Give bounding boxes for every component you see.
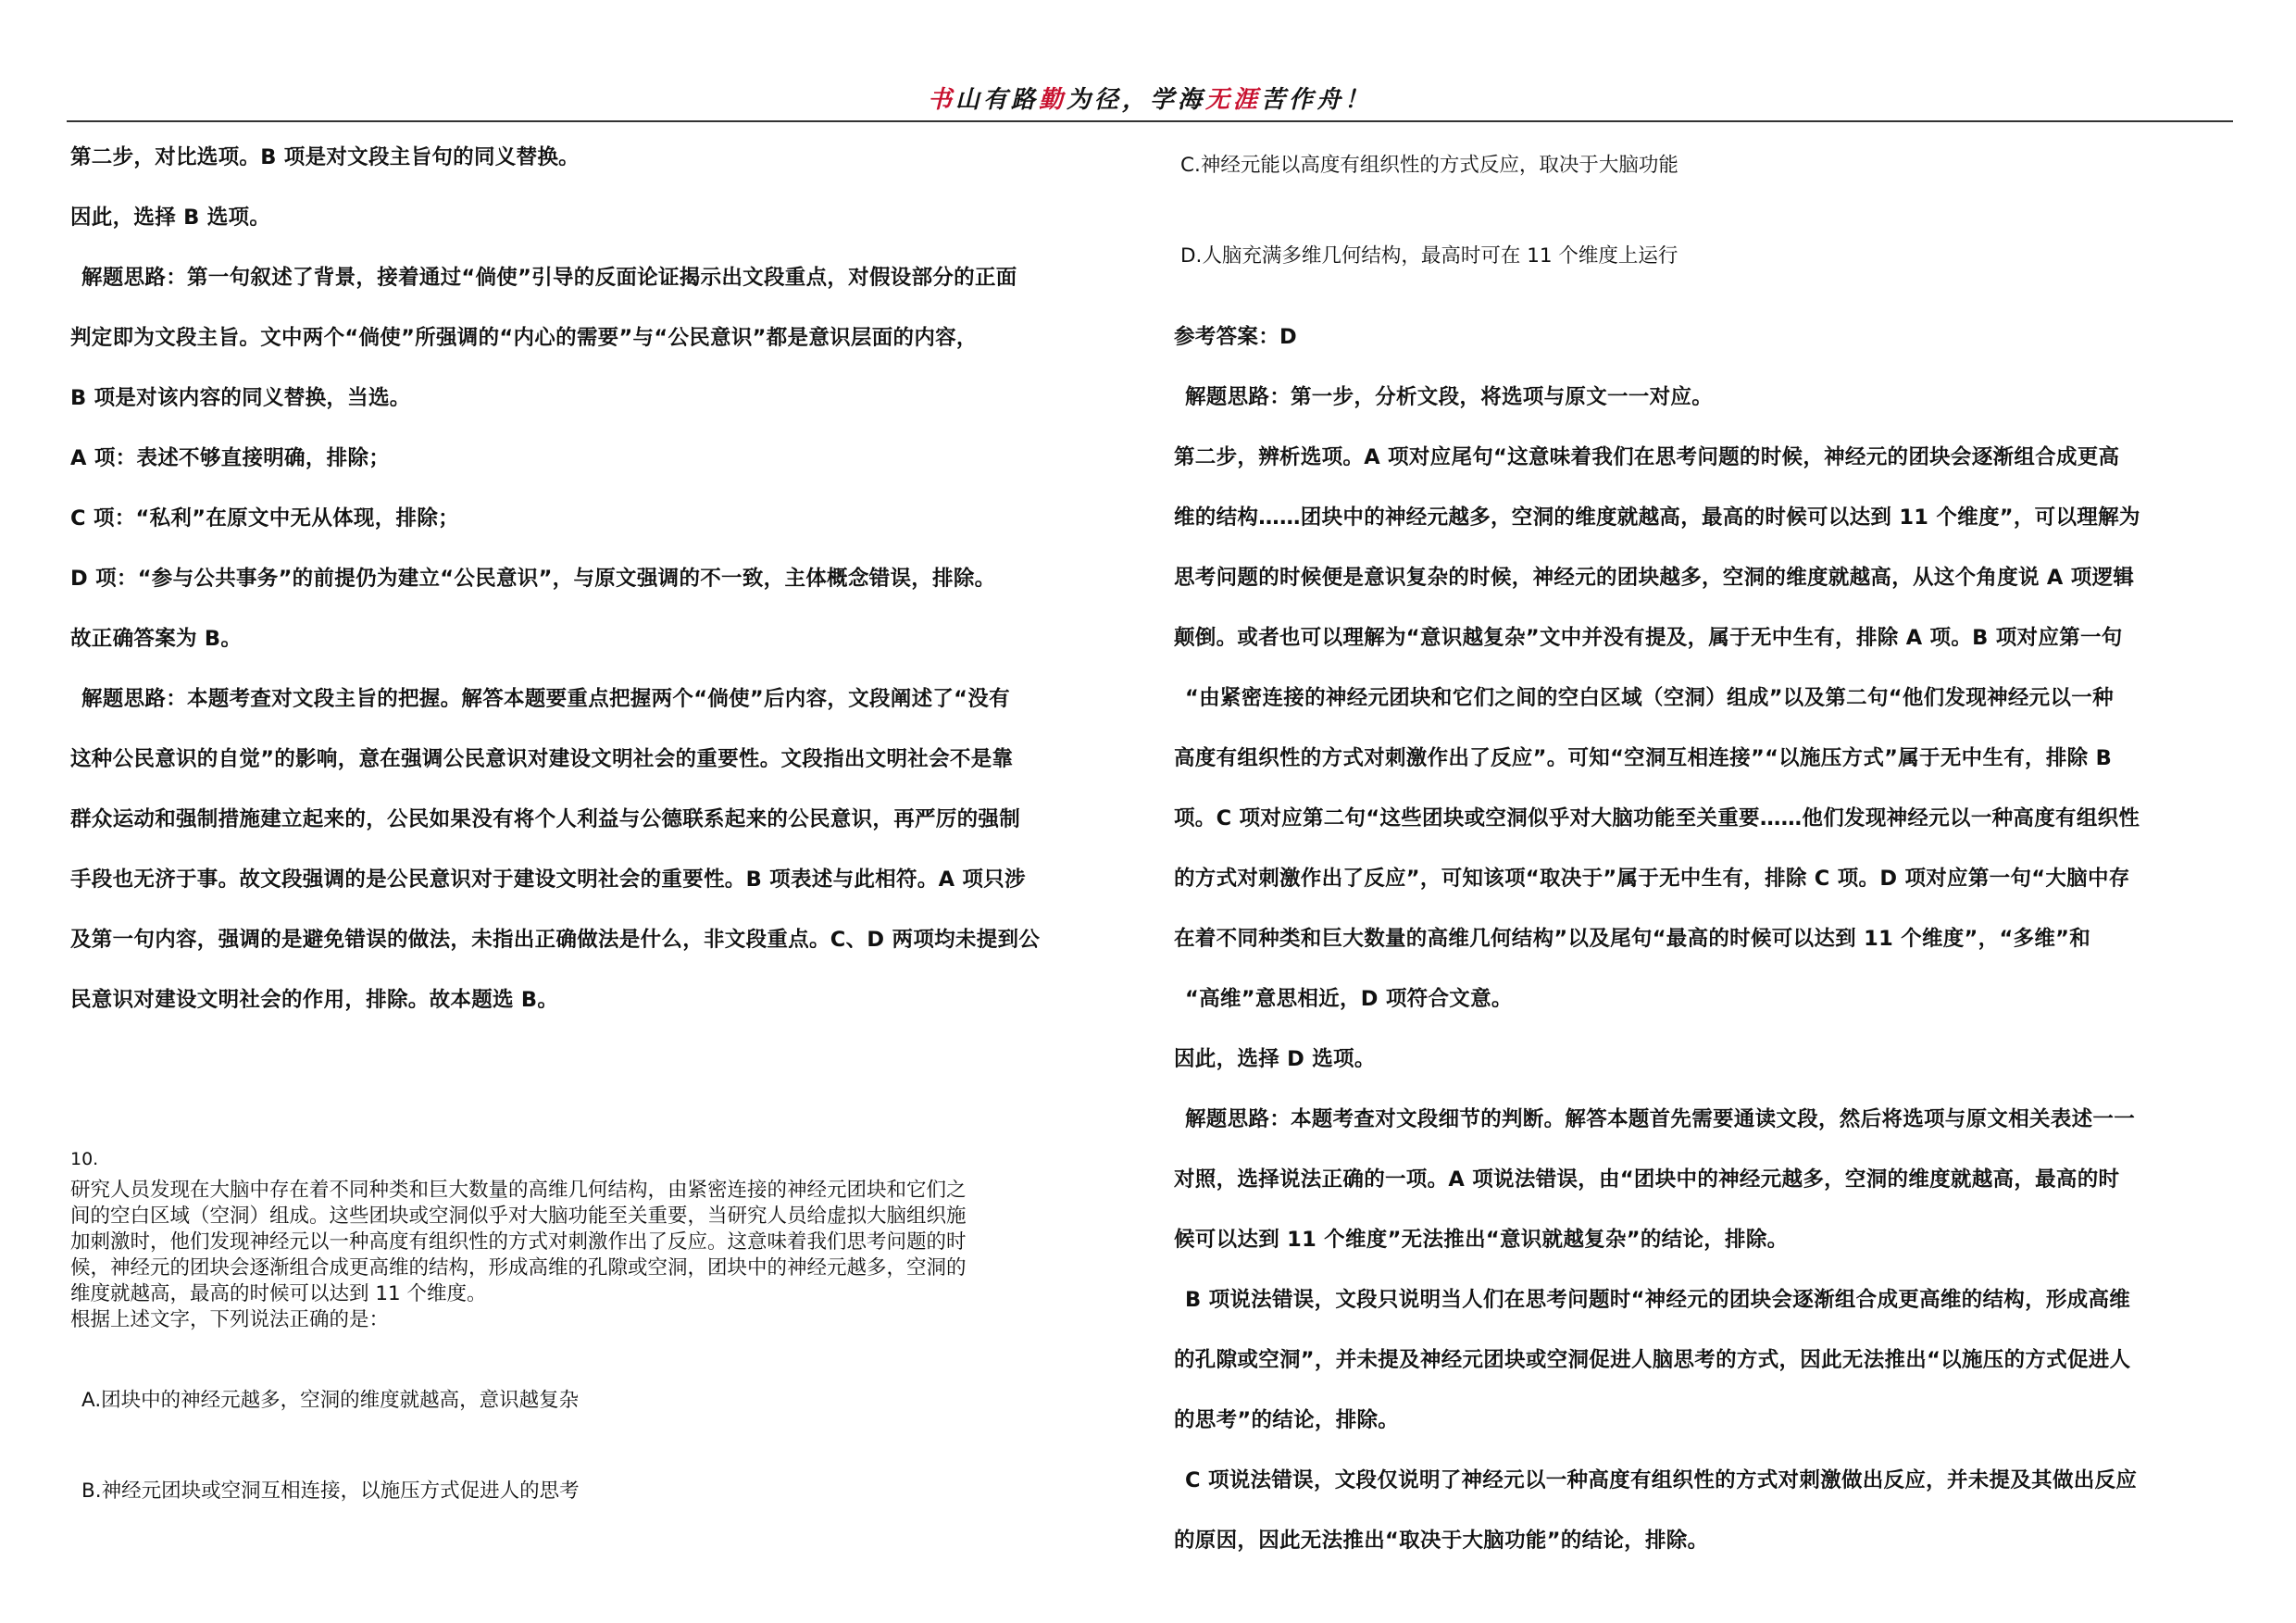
text-line: 高度有组织性的方式对刺激作出了反应”。可知“空洞互相连接”“以施压方式”属于无中生有，排除 B <box>1174 746 2113 770</box>
text-line: B 项是对该内容的同义替换，当选。 <box>70 386 411 410</box>
text-line: 的思考”的结论，排除。 <box>1174 1408 1400 1432</box>
header-motto: 书山有路勤为径，学海无涯苦作舟！ <box>927 86 1373 114</box>
text-line: 群众运动和强制措施建立起来的，公民如果没有将个人利益与公德联系起来的公民意识，再严厉的强制 <box>70 807 1021 831</box>
question-stem-line: 候，神经元的团块会逐渐组合成更高维的结构，形成高维的孔隙或空洞，团块中的神经元越多，空洞的 <box>70 1256 967 1280</box>
text-line: 手段也无济于事。故文段强调的是公民意识对于建设文明社会的重要性。B 项表述与此相符。A 项只涉 <box>70 868 1026 892</box>
question-prompt: 根据上述文字，下列说法正确的是： <box>70 1308 390 1331</box>
text-line: 颠倒。或者也可以理解为“意识越复杂”文中并没有提及，属于无中生有，排除 A 项。B 项对应第一句 <box>1174 626 2123 650</box>
question-stem-line: 研究人员发现在大脑中存在着不同种类和巨大数量的高维几何结构，由紧密连接的神经元团块和它们之 <box>70 1179 967 1202</box>
text-line: 解题思路：第一句叙述了背景，接着通过“倘使”引导的反面论证揭示出文段重点，对假设部分的正面 <box>81 266 1017 290</box>
answer-line: 参考答案：D <box>1174 325 1297 349</box>
text-line: 的方式对刺激作出了反应”，可知该项“取决于”属于无中生有，排除 C 项。D 项对应第一句“大脑中存 <box>1174 867 2130 891</box>
text-line: 项。C 项对应第二句“这些团块或空洞似乎对大脑功能至关重要……他们发现神经元以一种高度有组织性 <box>1174 806 2140 830</box>
text-line: 解题思路：第一步，分析文段，将选项与原文一一对应。 <box>1185 385 1714 409</box>
question-10 <box>70 1146 1135 1333</box>
right-options <box>1180 152 1678 270</box>
text-line: 第二步，对比选项。B 项是对文段主旨句的同义替换。 <box>70 145 580 169</box>
text-line: 民意识对建设文明社会的作用，排除。故本题选 B。 <box>70 988 559 1012</box>
text-line: 因此，选择 B 选项。 <box>70 206 271 230</box>
text-line: 第二步，辨析选项。A 项对应尾句“这意味着我们在思考问题的时候，神经元的团块会逐渐组合成更高 <box>1174 445 2120 469</box>
text-line: C 项说法错误，文段仅说明了神经元以一种高度有组织性的方式对刺激做出反应，并未提及其做出反应 <box>1185 1468 2138 1492</box>
left-column-explanation <box>70 128 1135 1030</box>
text-line: D 项：“参与公共事务”的前提仍为建立“公民意识”，与原文强调的不一致，主体概念错误，排除。 <box>70 567 996 591</box>
text-line: 及第一句内容，强调的是避免错误的做法，未指出正确做法是什么，非文段重点。C、D 两项均未提到公 <box>70 928 1041 952</box>
text-line: 这种公民意识的自觉”的影响，意在强调公民意识对建设文明社会的重要性。文段指出文明社会不是靠 <box>70 747 1014 771</box>
text-line: C 项：“私利”在原文中无从体现，排除； <box>70 506 459 531</box>
question-stem-line: 间的空白区域（空洞）组成。这些团块或空洞似乎对大脑功能至关重要，当研究人员给虚拟大脑组织施 <box>70 1205 967 1228</box>
text-line: B 项说法错误，文段只说明当人们在思考问题时“神经元的团块会逐渐组合成更高维的结构，形成高维 <box>1185 1288 2131 1312</box>
text-line: 在着不同种类和巨大数量的高维几何结构”以及尾句“最高的时候可以达到 11 个维度”，“多维”和 <box>1174 927 2091 951</box>
text-line: “高维”意思相近，D 项符合文意。 <box>1185 987 1513 1011</box>
question-stem-line: 维度就越高，最高的时候可以达到 11 个维度。 <box>70 1282 487 1305</box>
text-line: 维的结构……团块中的神经元越多，空洞的维度就越高，最高的时候可以达到 11 个维度”，可以理解为 <box>1174 506 2140 530</box>
text-line: 解题思路：本题考查对文段细节的判断。解答本题首先需要通读文段，然后将选项与原文相关表述一一 <box>1185 1107 2136 1131</box>
text-line: 思考问题的时候便是意识复杂的时候，神经元的团块越多，空洞的维度就越高，从这个角度说 A 项逻辑 <box>1174 566 2135 590</box>
question-number: 10. <box>70 1149 99 1169</box>
option-c: C.神经元能以高度有组织性的方式反应，取决于大脑功能 <box>1180 154 1678 177</box>
question-stem-line: 加刺激时，他们发现神经元以一种高度有组织性的方式对刺激作出了反应。这意味着我们思考问题的时 <box>70 1230 967 1254</box>
text-line: 的原因，因此无法推出“取决于大脑功能”的结论，排除。 <box>1174 1529 1709 1553</box>
text-line: 解题思路：本题考查对文段主旨的把握。解答本题要重点把握两个“倘使”后内容，文段阐述了“没有 <box>81 687 1010 711</box>
text-line: 因此，选择 D 选项。 <box>1174 1047 1376 1071</box>
text-line: 故正确答案为 B。 <box>70 627 243 651</box>
option-a: A.团块中的神经元越多，空洞的维度就越高，意识越复杂 <box>81 1389 580 1412</box>
text-line: 候可以达到 11 个维度”无法推出“意识就越复杂”的结论，排除。 <box>1174 1228 1789 1252</box>
option-b: B.神经元团块或空洞互相连接，以施压方式促进人的思考 <box>81 1479 580 1503</box>
option-d: D.人脑充满多维几何结构，最高时可在 11 个维度上运行 <box>1180 244 1678 268</box>
text-line: 对照，选择说法正确的一项。A 项说法错误，由“团块中的神经元越多，空洞的维度就越高，最高的时 <box>1174 1167 2120 1192</box>
right-column-answer <box>1174 307 2239 1571</box>
text-line: “由紧密连接的神经元团块和它们之间的空白区域（空洞）组成”以及第二句“他们发现神经元以一种 <box>1185 686 2114 710</box>
text-line: 判定即为文段主旨。文中两个“倘使”所强调的“内心的需要”与“公民意识”都是意识层面的内容， <box>70 326 978 350</box>
text-line: A 项：表述不够直接明确，排除； <box>70 446 391 470</box>
text-line: 的孔隙或空洞”，并未提及神经元团块或空洞促进人脑思考的方式，因此无法推出“以施压的方式促进人 <box>1174 1348 2131 1372</box>
page-header <box>67 80 2233 122</box>
